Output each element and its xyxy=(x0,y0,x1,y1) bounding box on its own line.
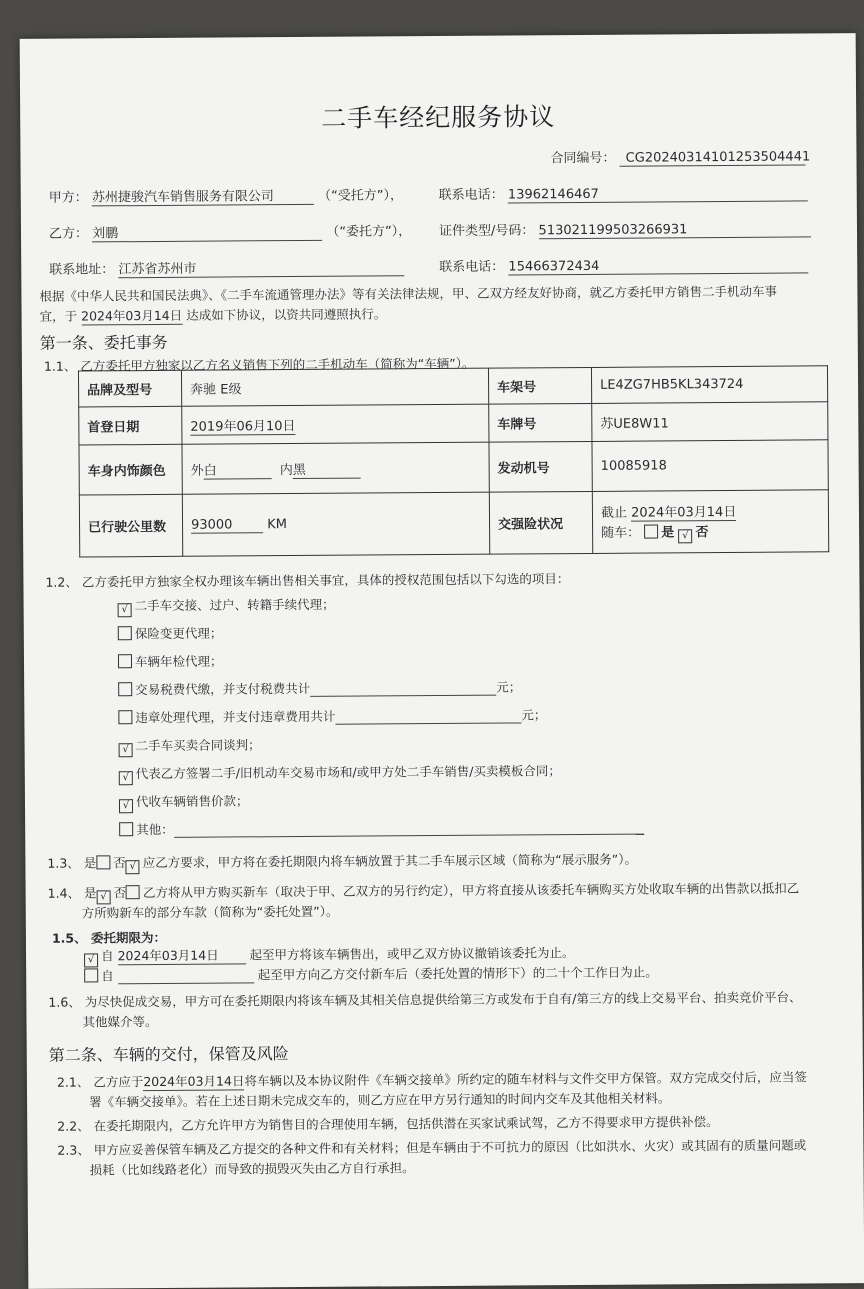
display-no-checkbox[interactable]: √ xyxy=(126,860,140,874)
plate-label: 车牌号 xyxy=(489,403,592,442)
clause-1-6-line1: 1.6、 为尽快促成交易，甲方可在委托期限内将该车辆及其相关信息提供给第三方或发布于自有/第三方的线上交易平台、拍卖竞价平台、 xyxy=(48,989,802,1010)
scope-item-5: 违章处理代理，并支付违章费用共计 元； xyxy=(118,705,546,726)
mileage-unit: KM xyxy=(267,516,287,532)
term-option-2: 自 起至甲方向乙方交付新车后（委托处置的情形下）的二十个工作日为止。 xyxy=(84,963,658,985)
clause-2-1-line2: 署《车辆交接单》。若在上述日期未完成交车的，则乙方应在甲方另行通知的时间内交车及其他相关材料。 xyxy=(89,1090,671,1110)
clause-1-5-label: 1.5、 委托期限为： xyxy=(51,929,166,946)
scope-checkbox-1[interactable]: √ xyxy=(118,603,132,617)
reg-date-value: 2019年06月10日 xyxy=(190,415,295,436)
vin-value: LE4ZG7HB5KL343724 xyxy=(591,366,827,404)
reg-date-cell xyxy=(182,404,489,444)
scope-checkbox-7[interactable]: √ xyxy=(119,771,133,785)
insurance-until: 2024年03月14日 xyxy=(631,500,736,521)
scope-item-4: 交易税费代缴，并支付税费共计 元； xyxy=(118,677,521,698)
party-b-id-row xyxy=(439,217,811,240)
scope-item-3: 车辆年检代理； xyxy=(118,652,223,671)
scope-item-1: √ 二手车交接、过户、转籍手续代理； xyxy=(118,595,335,618)
scope-checkbox-8[interactable]: √ xyxy=(119,799,133,813)
mileage-value: 93000 xyxy=(191,517,263,534)
party-a-row xyxy=(49,184,403,206)
party-b-id: 513021199503266931 xyxy=(538,221,810,239)
scope-checkbox-6[interactable]: √ xyxy=(119,743,133,757)
party-b-role: （“委托方”）， xyxy=(326,224,412,240)
contract-page xyxy=(20,33,864,1289)
insurance-label: 交强险状况 xyxy=(489,491,592,554)
clause-1-2-intro: 1.2、 乙方委托甲方独家全权办理该车辆出售相关事宜，具体的授权范围包括以下勾选的项目： xyxy=(45,571,570,590)
term-start-date: 2024年03月14日 xyxy=(117,945,245,965)
clause-1-6-line2: 其他媒介等。 xyxy=(82,1013,158,1030)
clause-2-3-line2: 损耗（比如线路老化）而导致的损毁灭失由乙方自行承担。 xyxy=(89,1160,415,1178)
vin-label: 车架号 xyxy=(488,367,591,404)
disposal-no-checkbox[interactable] xyxy=(126,885,140,899)
scope-item-6: √ 二手车买卖合同谈判； xyxy=(119,735,261,757)
party-a-phone-row xyxy=(439,181,808,204)
term-checkbox-1[interactable]: √ xyxy=(84,953,98,967)
interior-color: 黑 xyxy=(293,458,361,478)
party-b-phone: 15466372434 xyxy=(508,257,808,275)
party-b-phone-label: 联系电话： xyxy=(439,259,505,276)
scope-checkbox-5[interactable] xyxy=(118,710,132,724)
party-a-phone-label: 联系电话： xyxy=(438,187,504,204)
contract-number-label: 合同编号： xyxy=(550,150,616,167)
color-cell: 外白 内黑 xyxy=(182,442,489,494)
section-1-title: 第一条、委托事务 xyxy=(39,332,168,353)
address-label: 联系地址： xyxy=(49,262,115,278)
clause-1-4-line2: 方所购新车的部分车款（简称为“委托处置”）。 xyxy=(81,903,339,921)
engine-value: 10085918 xyxy=(592,440,828,492)
exterior-color: 白 xyxy=(204,459,272,479)
brand-value: 奔驰 E级 xyxy=(181,368,488,406)
contract-number: CG20240314101253504441 xyxy=(620,149,806,166)
party-b-name: 刘鹏 xyxy=(92,221,322,243)
insurance-cell: 截止 2024年03月14日 随车： 是 √ 否 xyxy=(592,490,828,554)
mileage-label: 已行驶公里数 xyxy=(79,494,182,557)
party-b-id-label: 证件类型/号码： xyxy=(438,223,535,240)
page-title: 二手车经纪服务协议 xyxy=(321,102,556,133)
scope-checkbox-3[interactable] xyxy=(118,654,132,668)
mileage-cell xyxy=(182,492,489,556)
plate-value: 苏UE8W11 xyxy=(592,402,828,442)
vehicle-table xyxy=(78,365,829,557)
clause-1-4-line1: 1.4、 是 √ 否 乙方将从甲方购买新车（取决于甲、乙双方的另行约定），甲方将直接从该委托车辆购买方处收取车辆的出售款以抵扣乙 xyxy=(48,879,800,905)
clause-1-3: 1.3、 是 否 √ 应乙方要求，甲方将在委托期限内将车辆放置于其二手车展示区域（简称为“展示服务”）。 xyxy=(47,850,637,875)
party-b-row xyxy=(49,220,411,243)
party-b-phone-row xyxy=(439,253,808,276)
preamble-date: 2024年03月14日 xyxy=(81,307,183,324)
party-a-phone: 13962146467 xyxy=(508,185,808,203)
party-a-name: 苏州捷骏汽车销售服务有限公司 xyxy=(92,185,314,207)
insurance-no-checkbox[interactable]: √ xyxy=(678,529,692,543)
party-a-role: （“受托方”）， xyxy=(317,188,404,204)
clause-1-1: 1.1、 乙方委托甲方独家以乙方名义销售下列的二手机动车（简称为“车辆”）。 xyxy=(43,355,475,374)
clause-2-2: 2.2、 在委托期限内，乙方允许甲方为销售目的合理使用车辆，包括供潜在买家试乘试驾，乙方不得要求甲方提供补偿。 xyxy=(57,1114,719,1134)
party-a-label: 甲方： xyxy=(48,190,88,206)
term-option-1: √ 自 2024年03月14日 起至甲方将该车辆售出，或甲乙双方协议撤销该委托为止。 xyxy=(84,943,575,967)
address-row xyxy=(49,256,404,278)
brand-label: 品牌及型号 xyxy=(78,370,181,407)
term-checkbox-2[interactable] xyxy=(84,968,98,982)
preamble-line1: 根据《中华人民共和国民法典》、《二手车流通管理办法》等有关法律法规，甲、乙双方经友好协商，就乙方委托甲方销售二手机动车事 xyxy=(39,283,777,304)
scope-checkbox-2[interactable] xyxy=(118,626,132,640)
engine-label: 发动机号 xyxy=(489,441,592,492)
scope-item-2: 保险变更代理； xyxy=(118,624,223,643)
scope-item-8: √ 代收车辆销售价款； xyxy=(119,791,249,813)
clause-2-1-line1: 2.1、 乙方应于2024年03月14日将车辆以及本协议附件《车辆交接单》所约定的随车材料与文件交甲方保管。双方完成交付后，应当签 xyxy=(56,1069,807,1090)
clause-2-3-line1: 2.3、 甲方应妥善保管车辆及乙方提交的各种文件和有关材料；但是车辆由于不可抗力的原因（比如洪水、火灾）或其固有的质量问题或 xyxy=(57,1137,807,1158)
address-value: 江苏省苏州市 xyxy=(118,256,404,278)
party-b-label: 乙方： xyxy=(48,226,89,242)
display-yes-checkbox[interactable] xyxy=(96,855,110,869)
scope-checkbox-9[interactable] xyxy=(119,822,133,836)
scope-checkbox-4[interactable] xyxy=(118,682,132,696)
scope-item-7: √ 代表乙方签署二手/旧机动车交易市场和/或甲方处二手车销售/买卖模板合同； xyxy=(119,761,561,785)
delivery-date: 2024年03月14日 xyxy=(143,1073,245,1090)
preamble-line2: 宜，于 2024年03月14日 达成如下协议，以资共同遵照执行。 xyxy=(39,306,387,324)
contract-number-row xyxy=(550,145,811,167)
reg-date-label: 首登日期 xyxy=(79,406,182,445)
color-label: 车身内饰颜色 xyxy=(79,444,182,495)
scope-item-9: 其他： xyxy=(119,817,644,839)
insurance-yes-checkbox[interactable] xyxy=(644,524,658,538)
section-2-title: 第二条、车辆的交付，保管及风险 xyxy=(48,1044,289,1065)
disposal-yes-checkbox[interactable]: √ xyxy=(96,890,110,904)
